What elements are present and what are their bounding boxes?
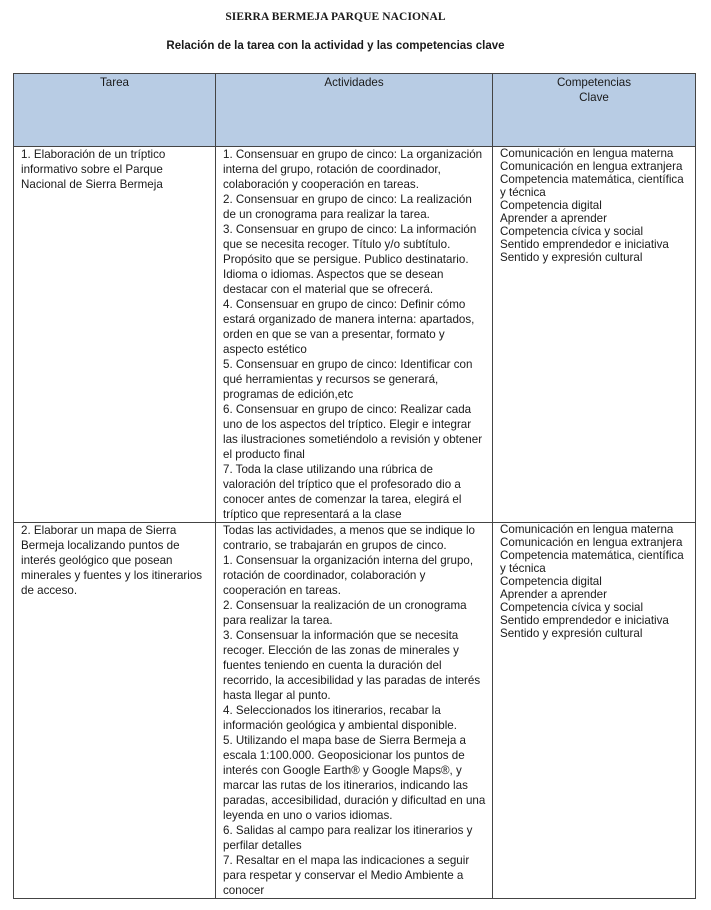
activities-cell (216, 147, 493, 523)
activity-item: 2. Consensuar la realización de un cronograma para realizar la tarea. (223, 599, 467, 627)
activity-item: 3. Consensuar en grupo de cinco: La información que se necesita recoger. Título y/o subtítulo. Propósito que se persigue. Publico destinatario. Idioma o idiomas. Aspectos que se desean destacar con el material que se ofrecerá. (223, 223, 477, 296)
table-header-row (14, 74, 696, 147)
activity-item: Todas las actividades, a menos que se indique lo contrario, se trabajarán en grupos de cinco. (223, 524, 475, 552)
competency-item: Sentido emprendedor e iniciativa (500, 238, 669, 251)
competency-item: Comunicación en lengua extranjera (500, 160, 683, 173)
competencies-table (13, 73, 696, 899)
competency-item: Competencia digital (500, 199, 602, 212)
competency-item: Comunicación en lengua materna (500, 523, 674, 536)
competency-item: Sentido y expresión cultural (500, 251, 643, 264)
task-text: 1. Elaboración de un tríptico informativo sobre el Parque Nacional de Sierra Bermeja (21, 148, 166, 191)
competency-item: Aprender a aprender (500, 212, 607, 225)
header-actividades (216, 74, 493, 147)
activity-item: 6. Consensuar en grupo de cinco: Realizar cada uno de los aspectos del tríptico. Elegir e integrar las ilustraciones sometiéndolo a revisión y obtener el producto final (223, 403, 483, 461)
competencies-cell (493, 147, 696, 523)
activity-item: 1. Consensuar la organización interna del grupo, rotación de coordinador, colaboración y cooperación en tareas. (223, 554, 474, 597)
task-cell (14, 523, 216, 899)
activity-item: 1. Consensuar en grupo de cinco: La organización interna del grupo, rotación de coordinador, colaboración y cooperación en tareas. (223, 148, 483, 191)
activity-item: 2. Consensuar en grupo de cinco: La realización de un cronograma para realizar la tarea. (223, 193, 472, 221)
header-tarea (14, 74, 216, 147)
activity-item: 6. Salidas al campo para realizar los itinerarios y perfilar detalles (223, 824, 473, 852)
competency-item: Sentido y expresión cultural (500, 627, 643, 640)
competency-item: Competencia cívica y social (500, 225, 644, 238)
document-title: SIERRA BERMEJA PARQUE NACIONAL (225, 11, 446, 23)
task-cell (14, 147, 216, 523)
task-text: 2. Elaborar un mapa de Sierra Bermeja localizando puntos de interés geológico que posean minerales y fuentes y los itinerarios de acceso. (21, 524, 203, 597)
table-row (14, 523, 696, 899)
activity-item: 5. Consensuar en grupo de cinco: Identificar con qué herramientas y recursos se generará, programas de edición,etc (223, 358, 473, 401)
document-subtitle: Relación de la tarea con la actividad y las competencias clave (166, 40, 505, 52)
competency-item: Comunicación en lengua extranjera (500, 536, 683, 549)
activity-item: 4. Seleccionados los itinerarios, recabar la información geológica y ambiental disponible. (223, 704, 457, 732)
competency-item: Aprender a aprender (500, 588, 607, 601)
activity-item: 3. Consensuar la información que se necesita recoger. Elección de las zonas de minerales y fuentes teniendo en cuenta la duración del recorrido, la accesibilidad y las paradas de interés hasta llegar al punto. (223, 629, 481, 702)
competency-item: Sentido emprendedor e iniciativa (500, 614, 669, 627)
header-competencias-label-2: Clave (579, 91, 609, 104)
header-tarea-label: Tarea (99, 76, 129, 89)
header-competencias-label-1: Competencias (556, 76, 632, 89)
competency-item: Competencia matemática, científica y técnica (500, 549, 684, 575)
activity-item: 7. Toda la clase utilizando una rúbrica de valoración del tríptico que el profesorado dio a conocer antes de comenzar la tarea, elegirá el tríptico que representará a la clase (223, 463, 462, 521)
activities-cell (216, 523, 493, 899)
activity-item: 5. Utilizando el mapa base de Sierra Bermeja a escala 1:100.000. Geoposicionar los puntos de interés con Google Earth® y Google Maps®, y marcar las rutas de los itinerarios, indicando las paradas, accesibilidad, duración y dificultad en una leyenda en uno o varios idiomas. (223, 734, 486, 822)
activity-item: 4. Consensuar en grupo de cinco: Definir cómo estará organizado de manera interna: apartados, orden en que se van a presentar, formato y aspecto estético (223, 298, 475, 356)
activity-item: 7. Resaltar en el mapa las indicaciones a seguir para respetar y conservar el Medio Ambiente a conocer (223, 854, 470, 897)
header-actividades-label: Actividades (324, 76, 384, 89)
competency-item: Competencia digital (500, 575, 602, 588)
competency-item: Comunicación en lengua materna (500, 147, 674, 160)
competency-item: Competencia matemática, científica y técnica (500, 173, 684, 199)
competencies-cell (493, 523, 696, 899)
competency-item: Competencia cívica y social (500, 601, 644, 614)
header-competencias (493, 74, 696, 147)
table-row (14, 147, 696, 523)
